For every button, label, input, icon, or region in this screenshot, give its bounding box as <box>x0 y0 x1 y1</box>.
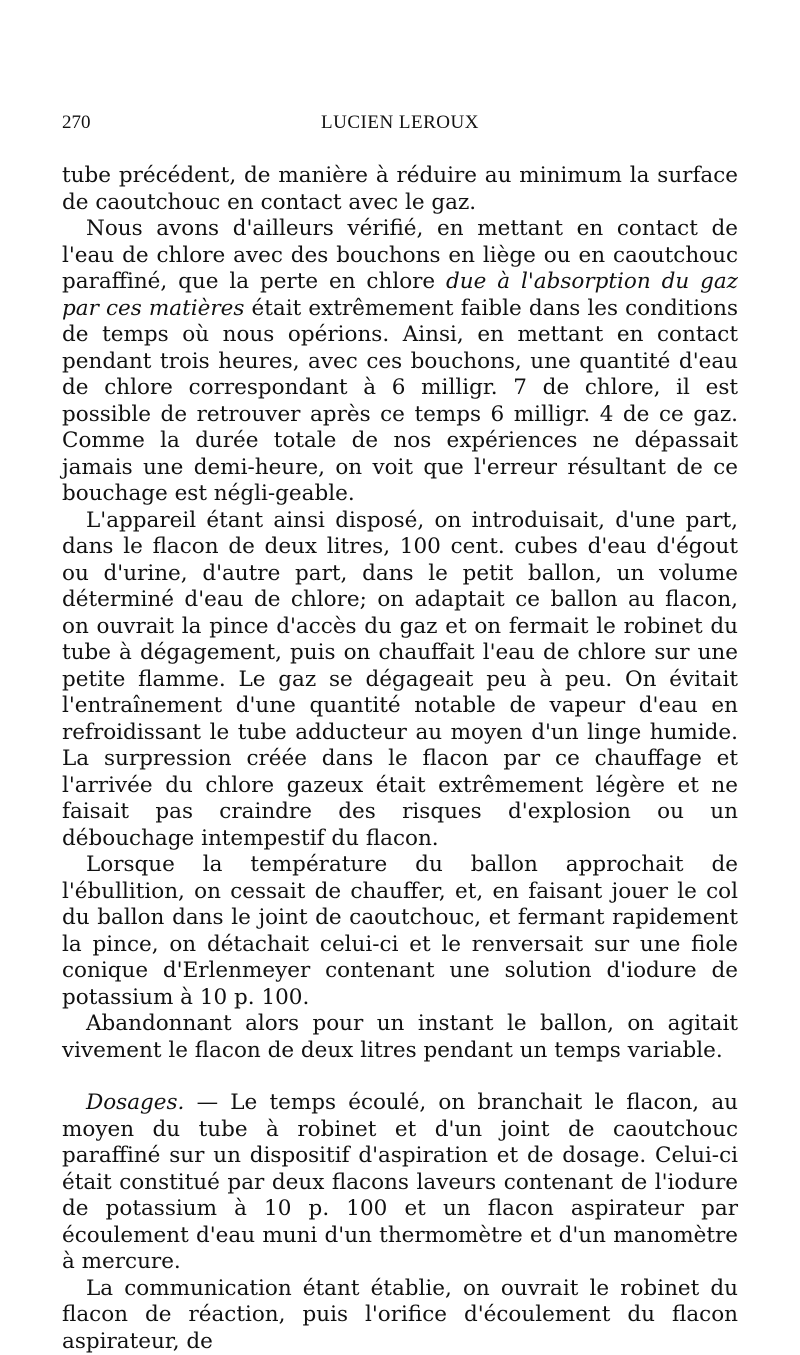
body-text <box>62 163 738 1355</box>
section-title-dosages: Dosages. <box>86 1090 184 1115</box>
paragraph-2-italic: due à l'absorption du gaz par ces matières <box>62 269 738 321</box>
paragraph-2-start: Nous avons d'ailleurs vérifié, en mettant en contact de l'eau de chlore avec des bouchons en liège ou en caoutchouc paraffiné, que la perte en chlore <box>62 216 738 294</box>
paragraph-1: tube précédent, de manière à réduire au minimum la surface de caoutchouc en contact avec le gaz. <box>62 163 738 216</box>
paragraph-7: La communication étant établie, on ouvrait le robinet du flacon de réaction, puis l'orifice d'écoulement du flacon aspirateur, de <box>62 1276 738 1355</box>
page-header <box>62 112 738 142</box>
paragraph-3: L'appareil étant ainsi disposé, on introduisait, d'une part, dans le flacon de deux litres, 100 cent. cubes d'eau d'égout ou d'urine, d'autre part, dans le petit ballon, un volume déterminé d'eau de chlore; on adaptait ce ballon au flacon, on ouvrait la pince d'accès du gaz et on fermait le robinet du tube à dégagement, puis on chauffait l'eau de chlore sur une petite flamme. Le gaz se dégageait peu à peu. On évitait l'entraînement d'une quantité notable de vapeur d'eau en refroidissant le tube adducteur au moyen d'un linge humide. La surpression créée dans le flacon par ce chauffage et l'arrivée du chlore gazeux était extrêmement légère et ne faisait pas craindre des risques d'explosion ou un débouchage intempestif du flacon. <box>62 508 738 853</box>
paragraph-4: Lorsque la température du ballon approchait de l'ébullition, on cessait de chauffer, et, en faisant jouer le col du ballon dans le joint de caoutchouc, et fermant rapidement la pince, on détachait celui-ci et le renversait sur une fiole conique d'Erlenmeyer contenant une solution d'iodure de potassium à 10 p. 100. <box>62 852 738 1011</box>
running-head: LUCIEN LEROUX <box>62 112 738 134</box>
page-number: 270 <box>62 112 91 134</box>
paragraph-dosages <box>62 1090 738 1276</box>
paragraph-dosages-text: — Le temps écoulé, on branchait le flacon, au moyen du tube à robinet et d'un joint de caoutchouc paraffiné sur un dispositif d'aspiration et de dosage. Celui-ci était constitué par deux flacons laveurs contenant de l'iodure de potassium à 10 p. 100 et un flacon aspirateur par écoulement d'eau muni d'un thermomètre et d'un manomètre à mercure. <box>62 1090 738 1274</box>
paragraph-5: Abandonnant alors pour un instant le ballon, on agitait vivement le flacon de deux litres pendant un temps variable. <box>62 1011 738 1064</box>
paragraph-2 <box>62 216 738 508</box>
paragraph-2-end: était extrêmement faible dans les conditions de temps où nous opérions. Ainsi, en mettant en contact pendant trois heures, avec ces bouchons, une quantité d'eau de chlore correspondant à 6 milligr. 7 de chlore, il est possible de retrouver après ce temps 6 milligr. 4 de ce gaz. Comme la durée totale de nos expériences ne dépassait jamais une demi-heure, on voit que l'erreur résultant de ce bouchage est négli-geable. <box>62 296 738 507</box>
